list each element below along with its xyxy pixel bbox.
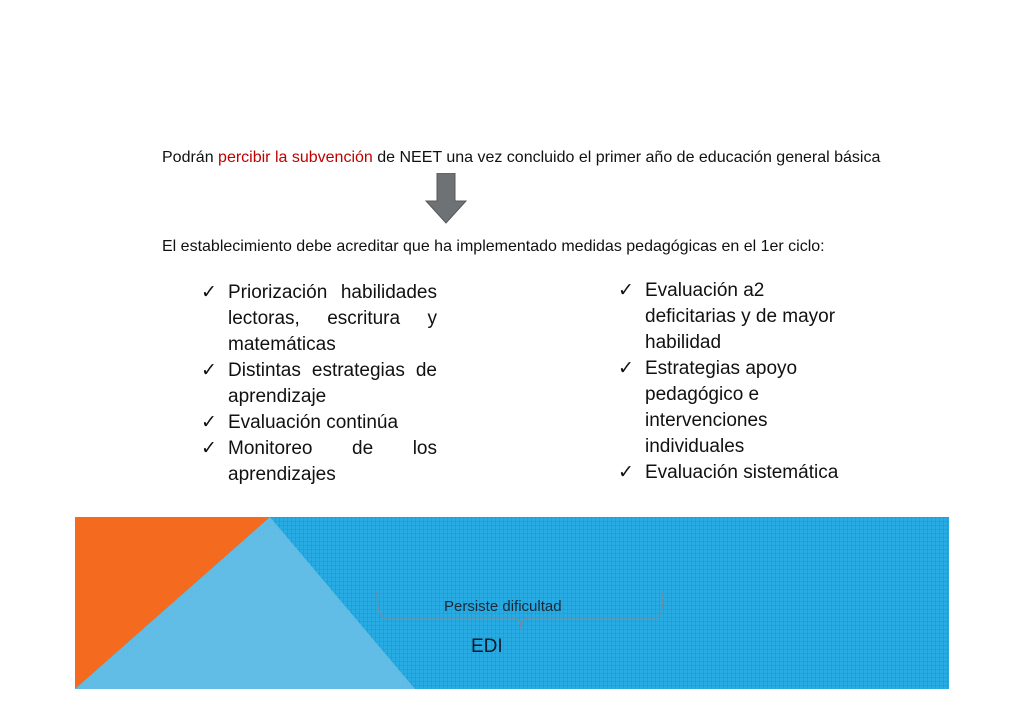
list-item-text: Estrategias apoyo pedagógico e intervenciones individuales (645, 358, 798, 457)
list-item (618, 356, 858, 460)
list-item (201, 358, 437, 410)
list-item-text: Evaluación sistemática (645, 462, 839, 483)
list-item (201, 280, 437, 358)
list-item (618, 460, 858, 486)
intro-pre: Podrán (162, 149, 219, 166)
check-icon: ✓ (618, 358, 634, 379)
list-item-text: Evaluación a2 deficitarias y de mayor habilidad (645, 280, 836, 353)
list-item-text: Monitoreo de los aprendizajes (228, 438, 437, 485)
list-item (201, 410, 437, 436)
check-icon: ✓ (201, 360, 217, 381)
intro-highlight: percibir la subvención (218, 149, 373, 166)
check-icon: ✓ (201, 282, 217, 303)
right-checklist (618, 278, 858, 486)
down-arrow-icon (425, 173, 467, 225)
intro-post: de NEET una vez concluido el primer año de educación general básica (372, 149, 881, 166)
check-icon: ✓ (618, 280, 634, 301)
list-item (618, 278, 858, 356)
list-item-text: Evaluación continúa (228, 412, 399, 433)
requirement-paragraph: El establecimiento debe acreditar que ha implementado medidas pedagógicas en el 1er ciclo: (162, 238, 825, 255)
list-item-text: Priorización habilidades lectoras, escritura y matemáticas (228, 282, 437, 355)
check-icon: ✓ (201, 412, 217, 433)
edi-label: EDI (471, 636, 503, 657)
intro-paragraph (162, 147, 914, 169)
persiste-label: Persiste dificultad (444, 598, 562, 615)
check-icon: ✓ (618, 462, 634, 483)
check-icon: ✓ (201, 438, 217, 459)
left-checklist (201, 280, 437, 488)
list-item (201, 436, 437, 488)
list-item-text: Distintas estrategias de aprendizaje (228, 360, 437, 407)
